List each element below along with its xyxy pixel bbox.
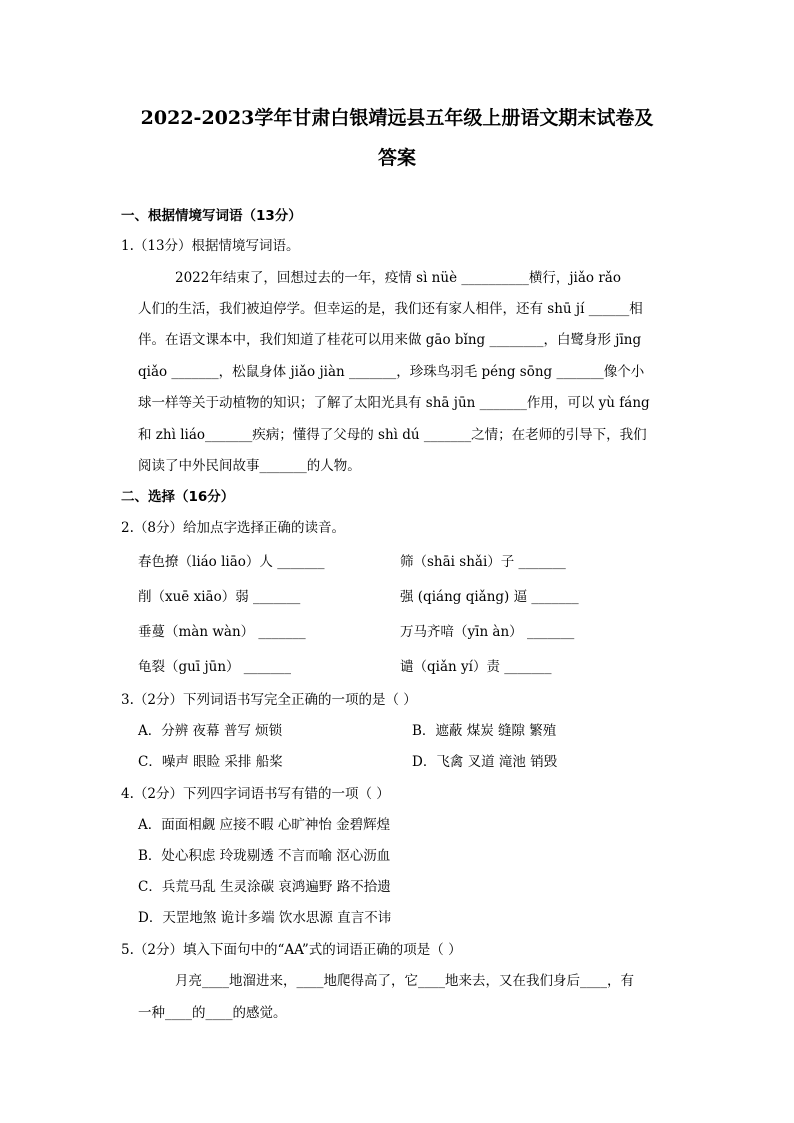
question4-stem: 4.（2分）下列四字词语书写有错的一项（ ） xyxy=(121,786,390,802)
q4-option: C．兵荒马乱 生灵涂碳 哀鸿遍野 路不拾遗 xyxy=(138,879,391,895)
q4-option: D．天罡地煞 诡计多端 饮水思源 直言不讳 xyxy=(138,910,392,926)
question3-stem: 3.（2分）下列词语书写完全正确的一项的是（ ） xyxy=(121,692,417,708)
q2-item-left: 削（xuē xiāo）弱 _______ xyxy=(138,589,301,605)
section1-heading: 一、根据情境写词语（13分） xyxy=(121,208,302,224)
q5-passage-line: 一种____的____的感觉。 xyxy=(138,1005,287,1021)
passage-line: 人们的生活，我们被迫停学。但幸运的是，我们还有家人相伴，还有 shū jí ______相 xyxy=(138,301,643,317)
question2-stem: 2.（8分）给加点字选择正确的读音。 xyxy=(121,520,345,536)
q2-item-right: 强 (qiáng qiǎng) 逼 _______ xyxy=(400,589,579,605)
passage-line: 和 zhì liáo_______疾病；懂得了父母的 shì dú _______之情；在老师的引导下，我们 xyxy=(138,427,647,443)
passage-line: 阅读了中外民间故事_______的人物。 xyxy=(138,458,361,474)
q3-option-d: D．飞禽 叉道 滝池 销毁 xyxy=(412,754,558,770)
q2-item-right: 谴（qiǎn yí）责 _______ xyxy=(400,659,552,675)
passage-line: 2022年结束了，回想过去的一年，疫情 sì nüè __________横行，jiǎo rǎo xyxy=(175,270,621,286)
passage-line: 球一样等关于动植物的知识；了解了太阳光具有 shā jūn _______作用，可以 yù fáng xyxy=(138,395,650,411)
passage-line: qiǎo _______，松鼠身体 jiǎo jiàn _______，珍珠鸟羽毛 péng sōng _______像个小 xyxy=(138,364,645,380)
question5-stem: 5.（2分）填入下面句中的“AA”式的词语正确的项是（ ） xyxy=(121,942,462,958)
question1-stem: 1.（13分）根据情境写词语。 xyxy=(121,238,300,254)
q3-option-c: C．噪声 眼睑 采排 船桨 xyxy=(138,754,283,770)
document-title-line1: 2022-2023学年甘肃白银靖远县五年级上册语文期末试卷及 xyxy=(140,107,654,129)
q2-item-left: 垂蔓（màn wàn） _______ xyxy=(138,624,306,640)
q3-option-a: A．分辨 夜幕 普写 烦锁 xyxy=(138,723,283,739)
q3-option-b: B．遮蔽 煤炭 缝隙 繁殖 xyxy=(412,723,557,739)
q2-item-right: 万马齐喑（yīn àn） _______ xyxy=(400,624,575,640)
q2-item-right: 筛（shāi shǎi）子 _______ xyxy=(400,554,566,570)
q5-passage-line: 月亮____地溜进来，____地爬得高了，它____地来去，又在我们身后____，有 xyxy=(175,973,634,989)
q4-option: A．面面相觑 应接不暇 心旷神怡 金碧辉煌 xyxy=(138,817,391,833)
q4-option: B．处心积虑 玲珑剔透 不言而喻 沤心沥血 xyxy=(138,848,391,864)
q2-item-left: 春色撩（liáo liāo）人 _______ xyxy=(138,554,325,570)
passage-line: 伴。在语文课本中，我们知道了桂花可以用来做 gāo bǐng ________，白鹭身形 jīng xyxy=(138,332,642,348)
section2-heading: 二、选择（16分） xyxy=(121,489,235,505)
document-title-line2: 答案 xyxy=(377,147,416,169)
q2-item-left: 龟裂（guī jūn） _______ xyxy=(138,659,292,675)
